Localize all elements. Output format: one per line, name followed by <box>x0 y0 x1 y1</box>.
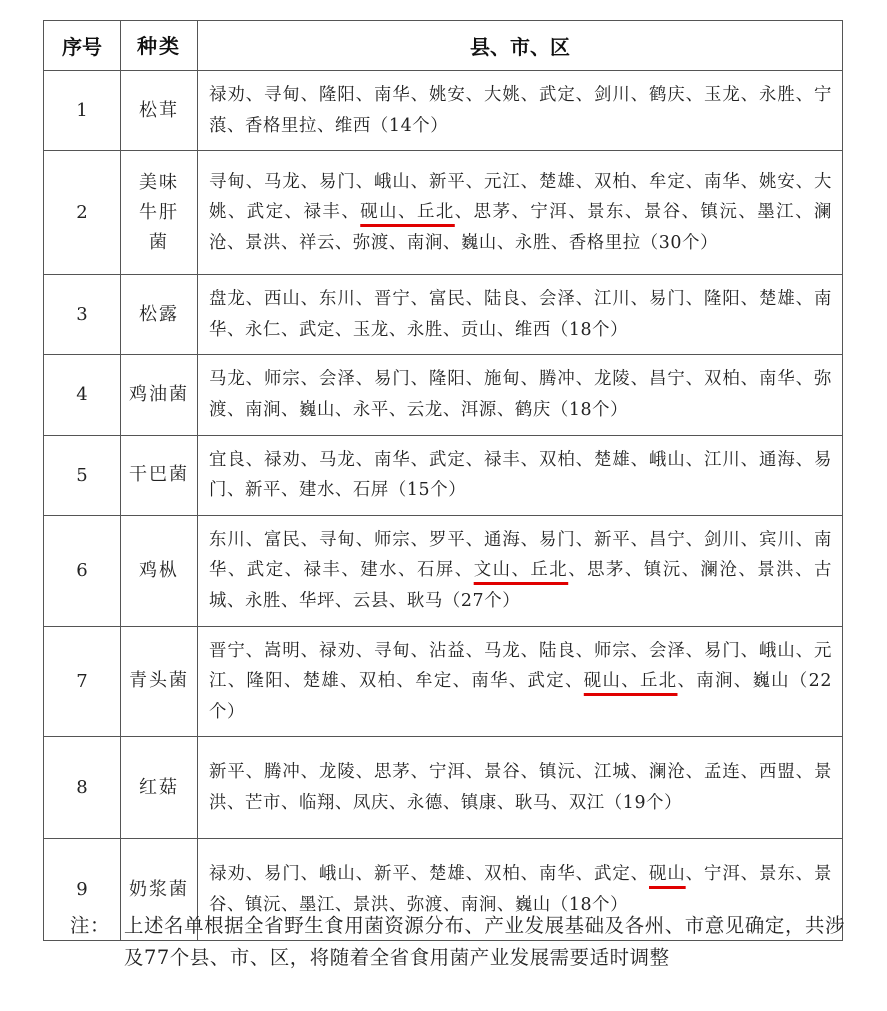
row-serial: 8 <box>44 737 121 839</box>
row-mushroom-type <box>121 275 198 355</box>
mushroom-type-label: 奶浆菌 <box>129 878 189 900</box>
county-segment: 寻甸、马龙、易门、峨山、新平、元江、楚雄、双柏、牟定、南华、姚安、大姚、武定、禄丰、 <box>209 171 832 223</box>
mushroom-type-label: 鸡枞 <box>139 559 179 581</box>
row-mushroom-type <box>121 435 198 515</box>
county-segment: 宜良、禄劝、马龙、南华、武定、禄丰、双柏、楚雄、峨山、江川、通海、易门、新平、建水、石屏（15个） <box>209 449 832 501</box>
mushroom-type-label: 干巴菌 <box>129 464 189 486</box>
footnote-text: 上述名单根据全省野生食用菌资源分布、产业发展基础及各州、市意见确定，共涉及77个县、市、区，将随着全省食用菌产业发展需要适时调整 <box>124 914 845 969</box>
mushroom-type-label: 松茸 <box>139 99 179 121</box>
row-mushroom-type <box>121 355 198 435</box>
row-serial: 6 <box>44 515 121 626</box>
row-mushroom-type <box>121 515 198 626</box>
row-county-list <box>198 355 843 435</box>
table-body <box>44 71 843 941</box>
county-segment: 东川、富民、寻甸、师宗、罗平、通海、易门、新平、昌宁、剑川、宾川、南华、武定、禄丰、建水、石屏、 <box>209 529 832 581</box>
footnote <box>70 910 845 974</box>
mushroom-type-label: 青头菌 <box>129 670 189 692</box>
county-segment: 、思茅、镇沅、澜沧、景洪、古城、永胜、华坪、云县、耿马（27个） <box>209 560 832 611</box>
mushroom-type-label: 红菇 <box>139 776 179 798</box>
row-county-list <box>198 626 843 737</box>
row-serial: 4 <box>44 355 121 435</box>
underlined-county-segment: 砚山、丘北 <box>360 202 455 223</box>
underlined-county-segment: 丘北 <box>640 671 678 692</box>
table-row <box>44 151 843 275</box>
county-segment: 马龙、师宗、会泽、易门、隆阳、施甸、腾冲、龙陵、昌宁、双柏、南华、弥渡、南涧、巍山、永平、云龙、洱源、鹤庆（18个） <box>209 369 832 420</box>
row-serial: 9 <box>44 839 121 941</box>
mushroom-county-table <box>43 20 843 941</box>
header-type: 种类 <box>121 21 198 71</box>
row-county-list <box>198 515 843 626</box>
county-segment: 、南涧、巍山（22个） <box>209 671 832 722</box>
row-county-list <box>198 71 843 151</box>
row-mushroom-type <box>121 71 198 151</box>
row-mushroom-type <box>121 626 198 737</box>
table-row <box>44 355 843 435</box>
header-serial: 序号 <box>44 21 121 71</box>
mushroom-type-label: 鸡油菌 <box>129 383 189 405</box>
table-row <box>44 435 843 515</box>
footnote-label: 注： <box>70 914 110 937</box>
county-segment: 、宁洱、景东、景谷、镇沅、墨江、景洪、弥渡、南涧、巍山（18个） <box>209 864 832 915</box>
county-segment: 禄劝、寻甸、隆阳、南华、姚安、大姚、武定、剑川、鹤庆、玉龙、永胜、宁蒗、香格里拉、维西（14个） <box>209 85 832 136</box>
underlined-county-segment: 砚山 <box>649 864 686 885</box>
table-row <box>44 515 843 626</box>
row-serial: 1 <box>44 71 121 151</box>
table-header-row <box>44 21 843 71</box>
row-serial: 7 <box>44 626 121 737</box>
table-row <box>44 71 843 151</box>
row-county-list <box>198 737 843 839</box>
row-mushroom-type <box>121 737 198 839</box>
mushroom-type-label: 松露 <box>139 303 179 325</box>
row-mushroom-type <box>121 151 198 275</box>
header-counties: 县、市、区 <box>198 21 843 71</box>
table-row <box>44 275 843 355</box>
table-row <box>44 737 843 839</box>
row-serial: 5 <box>44 435 121 515</box>
mushroom-type-label: 美味牛肝菌 <box>139 171 179 253</box>
county-segment: 、思茅、宁洱、景东、景谷、镇沅、墨江、澜沧、景洪、祥云、弥渡、南涧、巍山、永胜、香格里拉（30个） <box>209 202 832 253</box>
row-serial: 3 <box>44 275 121 355</box>
underlined-county-segment: 文山、丘北 <box>473 560 569 581</box>
table-row <box>44 626 843 737</box>
row-county-list <box>198 275 843 355</box>
row-serial: 2 <box>44 151 121 275</box>
county-segment: 晋宁、嵩明、禄劝、寻甸、沾益、马龙、陆良、师宗、会泽、易门、峨山、元江、隆阳、楚雄、双柏、牟定、南华、武定、 <box>209 640 832 692</box>
row-county-list <box>198 435 843 515</box>
county-segment: 盘龙、西山、东川、晋宁、富民、陆良、会泽、江川、易门、隆阳、楚雄、南华、永仁、武定、玉龙、永胜、贡山、维西（18个） <box>209 289 832 340</box>
row-county-list <box>198 151 843 275</box>
county-segment: 禄劝、易门、峨山、新平、楚雄、双柏、南华、武定、 <box>209 864 649 885</box>
underlined-county-segment: 砚山、 <box>583 671 640 692</box>
county-segment: 新平、腾冲、龙陵、思茅、宁洱、景谷、镇沅、江城、澜沧、孟连、西盟、景洪、芒市、临翔、凤庆、永德、镇康、耿马、双江（19个） <box>209 762 832 813</box>
